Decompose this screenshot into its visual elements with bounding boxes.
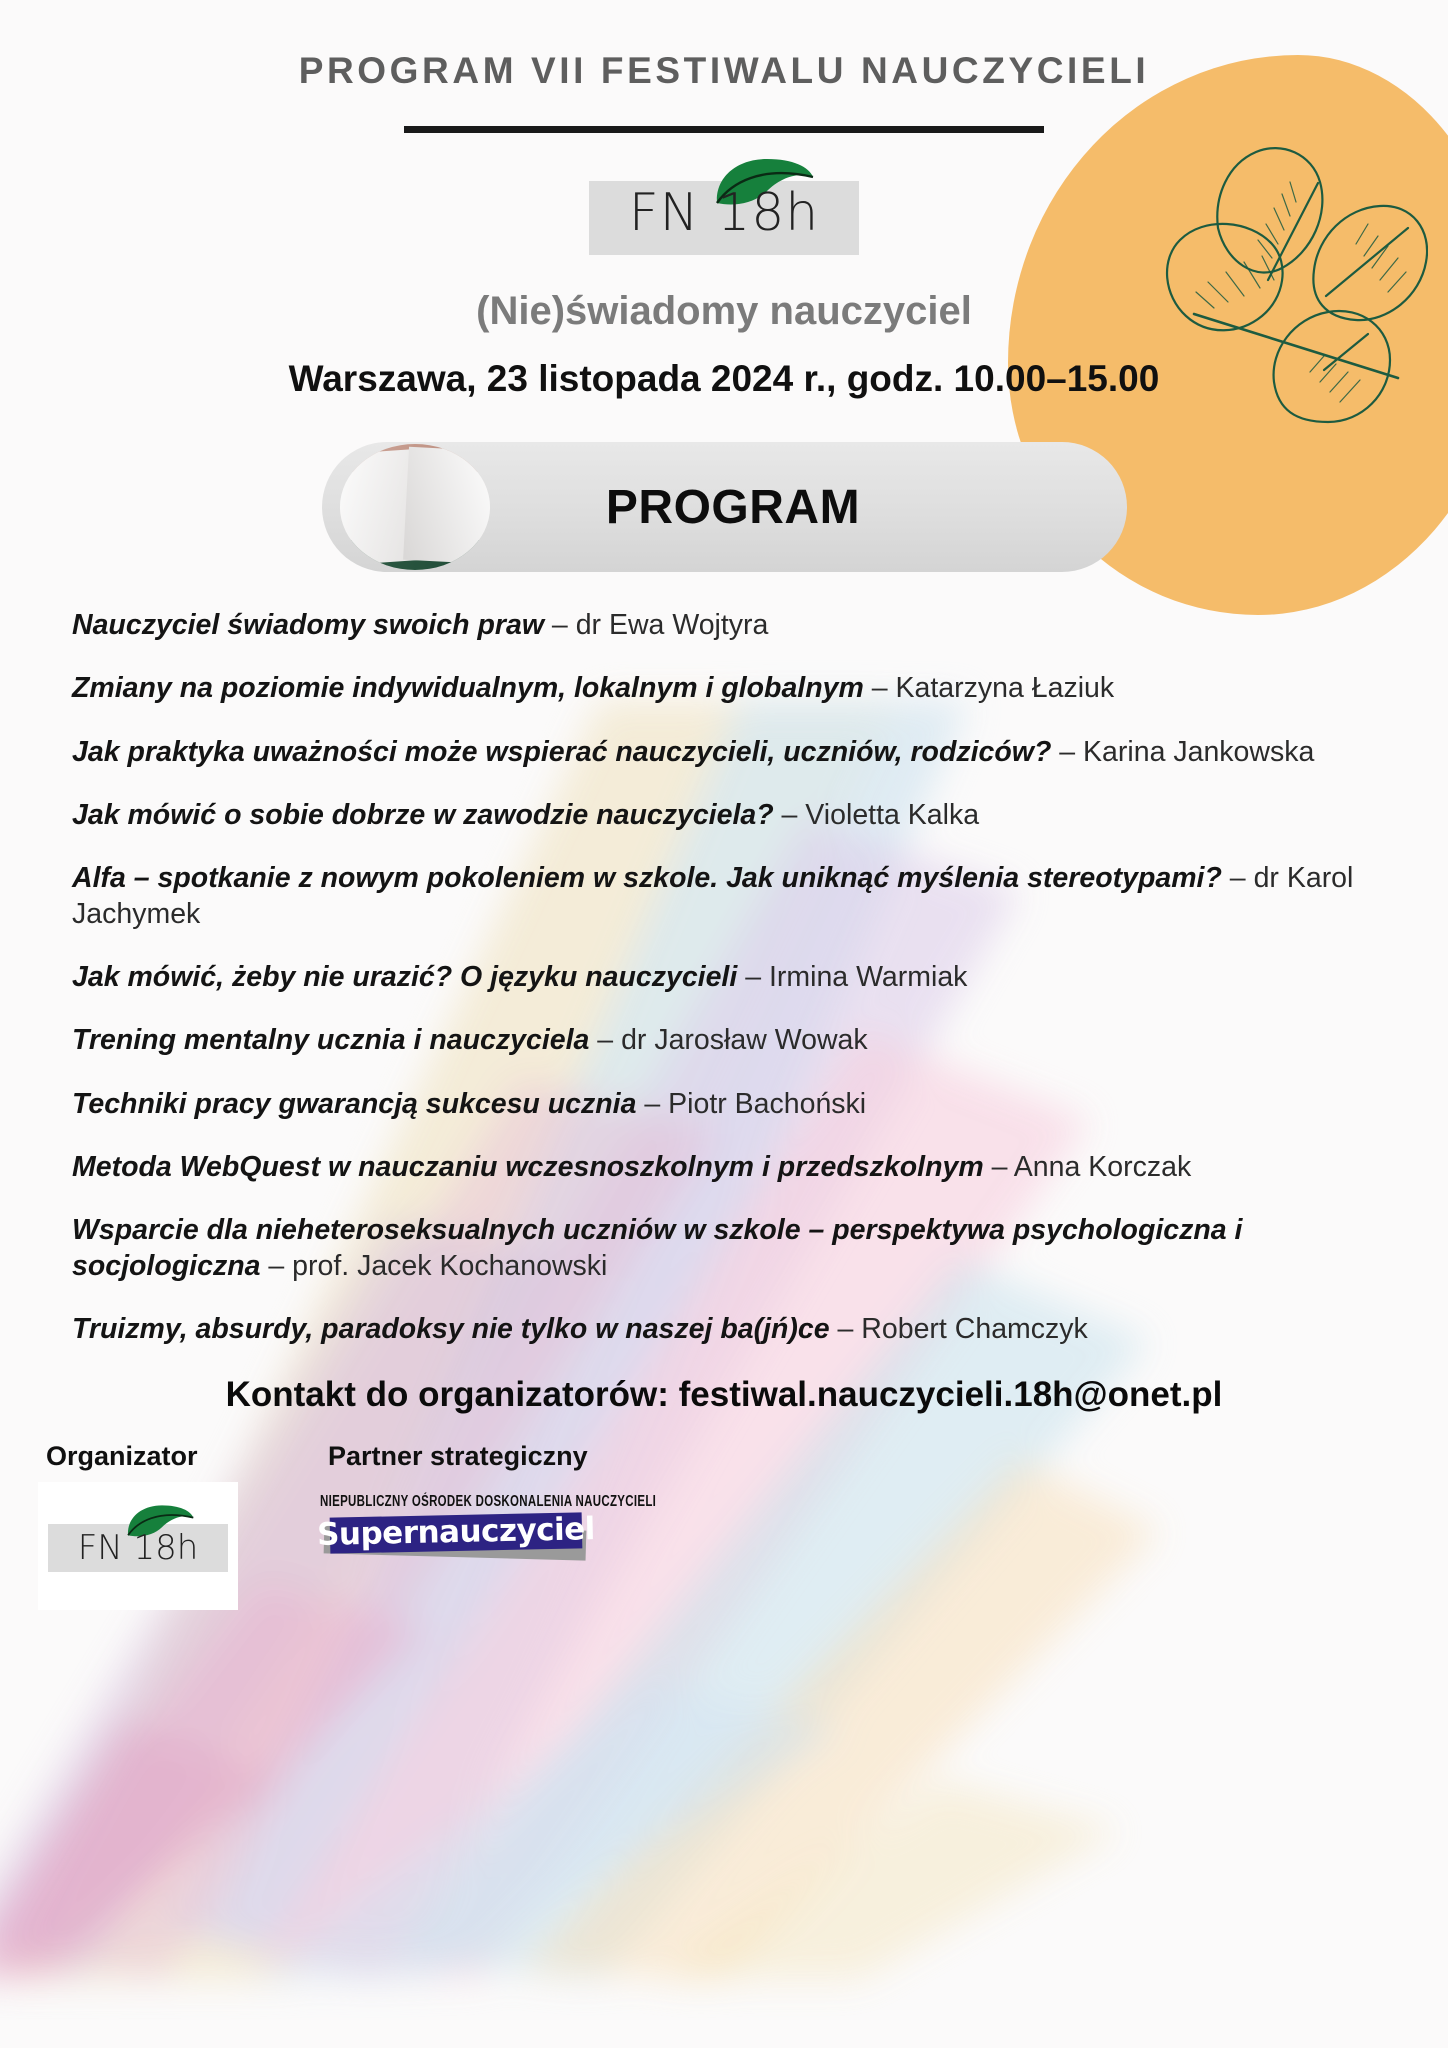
program-item-speaker: – Katarzyna Łaziuk xyxy=(863,672,1115,705)
supernauczyciel-logo xyxy=(316,1494,657,1561)
footer xyxy=(0,1441,1448,1610)
partner-top-line: NIEPUBLICZNY OŚRODEK DOSKONALENIA NAUCZYCIELI xyxy=(320,1494,657,1511)
program-item-title: Jak mówić, żeby nie urazić? O języku nauczycieli xyxy=(72,960,738,993)
program-item-title: Metoda WebQuest w nauczaniu wczesnoszkolnym i przedszkolnym xyxy=(72,1150,984,1183)
event-subtitle: (Nie)świadomy nauczyciel xyxy=(476,289,972,333)
program-item-title: Zmiany na poziomie indywidualnym, lokalnym i globalnym xyxy=(72,672,864,705)
program-item xyxy=(72,671,1390,706)
program-item-title: Techniki pracy gwarancją sukcesu ucznia xyxy=(72,1087,637,1120)
program-banner xyxy=(322,442,1127,572)
program-item xyxy=(72,1087,1390,1122)
program-item xyxy=(72,1312,1390,1347)
program-item-speaker: – Irmina Warmiak xyxy=(737,960,968,993)
program-item-speaker: – dr Karol Jachymek xyxy=(72,862,1354,930)
organizer-logo-text: FN 18h xyxy=(77,1528,199,1569)
program-item-speaker: – Karina Jankowska xyxy=(1051,735,1315,768)
program-banner-label: PROGRAM xyxy=(605,480,861,534)
contact-line: Kontakt do organizatorów: festiwal.nauczycieli.18h@onet.pl xyxy=(225,1375,1223,1415)
organizer-heading: Organizator xyxy=(46,1441,198,1472)
title-divider xyxy=(404,126,1044,133)
program-item-speaker: – Anna Korczak xyxy=(983,1150,1192,1183)
partner-heading: Partner strategiczny xyxy=(328,1441,588,1472)
open-book-image xyxy=(340,444,490,570)
program-item-speaker: – Violetta Kalka xyxy=(773,798,980,831)
program-item-title: Trening mentalny ucznia i nauczyciela xyxy=(72,1024,590,1057)
program-item-speaker: – Piotr Bachoński xyxy=(636,1087,867,1120)
program-item-title: Wsparcie dla nieheteroseksualnych uczniów w szkole – perspektywa psychologiczna i socjologiczna xyxy=(72,1214,1243,1282)
organizer-logo xyxy=(38,1482,238,1610)
program-item-title: Truizmy, absurdy, paradoksy nie tylko w naszej ba(jń)ce xyxy=(72,1312,830,1345)
program-item xyxy=(72,798,1390,833)
fn18h-logo-text: FN 18h xyxy=(628,183,820,243)
program-item xyxy=(72,1213,1390,1284)
program-item-title: Jak praktyka uważności może wspierać nauczycieli, uczniów, rodziców? xyxy=(72,735,1052,768)
page-title: PROGRAM VII FESTIWALU NAUCZYCIELI xyxy=(298,50,1150,91)
program-item-title: Jak mówić o sobie dobrze w zawodzie nauczyciela? xyxy=(72,798,774,831)
program-list xyxy=(0,608,1448,1347)
program-item xyxy=(72,861,1390,932)
program-item-speaker: – Robert Chamczyk xyxy=(829,1312,1088,1345)
program-item xyxy=(72,735,1390,770)
program-item-title: Nauczyciel świadomy swoich praw xyxy=(72,609,545,641)
program-item-speaker: – dr Jarosław Wowak xyxy=(589,1024,868,1057)
program-item xyxy=(72,608,1390,643)
program-item xyxy=(72,1023,1390,1058)
program-item xyxy=(72,1150,1390,1185)
program-item-speaker: – dr Ewa Wojtyra xyxy=(544,609,769,641)
partner-logo-name: Supernauczyciel xyxy=(316,1511,596,1554)
fn18h-logo xyxy=(589,157,859,255)
program-item-title: Alfa – spotkanie z nowym pokoleniem w szkole. Jak uniknąć myślenia stereotypami? xyxy=(72,862,1222,895)
program-item-speaker: – prof. Jacek Kochanowski xyxy=(260,1249,608,1282)
program-item xyxy=(72,960,1390,995)
event-datetime: Warszawa, 23 listopada 2024 r., godz. 10.00–15.00 xyxy=(288,358,1160,399)
